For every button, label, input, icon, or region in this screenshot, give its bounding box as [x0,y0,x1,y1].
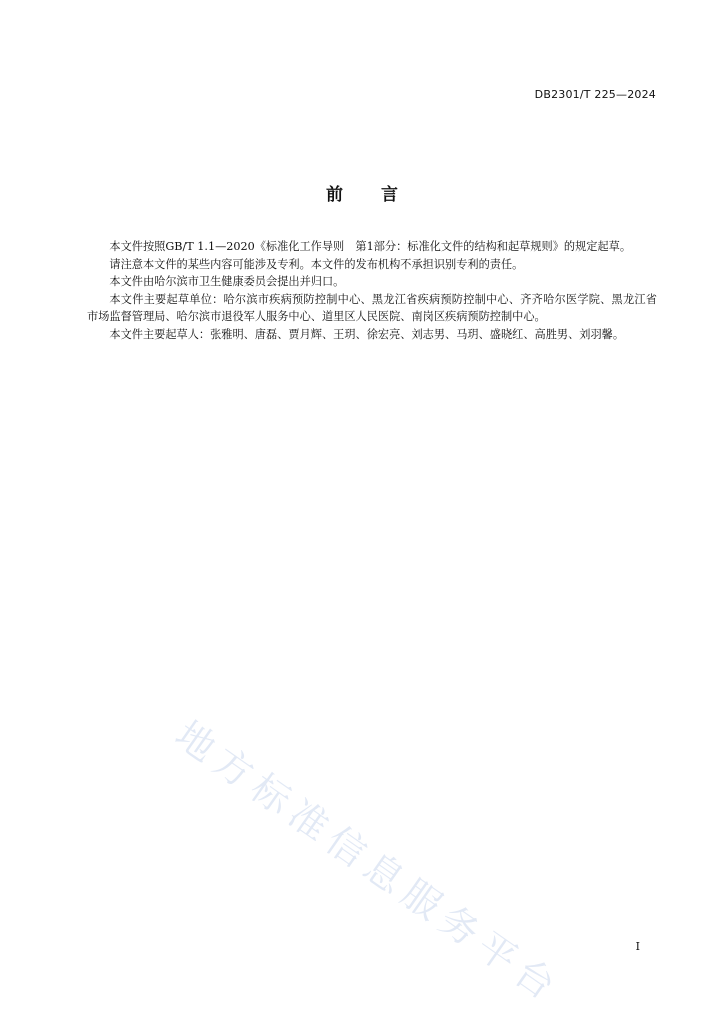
page-title: 前言 [326,185,436,205]
paragraph-drafting-basis: 本文件按照GB/T 1.1—2020《标准化工作导则 第1部分：标准化文件的结构和起草规则》的规定起草。 [109,240,632,253]
document-code: DB2301/T 225—2024 [534,88,656,101]
paragraph-proposer: 本文件由哈尔滨市卫生健康委员会提出并归口。 [109,275,345,288]
paragraph-drafting-units: 本文件主要起草单位：哈尔滨市疾病预防控制中心、黑龙江省疾病预防控制中心、齐齐哈尔医学院、黑龙江省市场监督管理局、哈尔滨市退役军人服务中心、道里区人民医院、南岗区疾病预防控制中心。 [87,292,657,323]
foreword-body [87,238,657,343]
page-number: I [635,940,640,953]
watermark: 地方标准信息服务平台 [167,712,570,1013]
paragraph-patent-notice: 请注意本文件的某些内容可能涉及专利。本文件的发布机构不承担识别专利的责任。 [109,257,524,271]
paragraph-drafters: 本文件主要起草人：张雅明、唐磊、贾月辉、王玥、徐宏亮、刘志男、马玥、盛晓红、高胜男、刘羽馨。 [109,327,625,341]
